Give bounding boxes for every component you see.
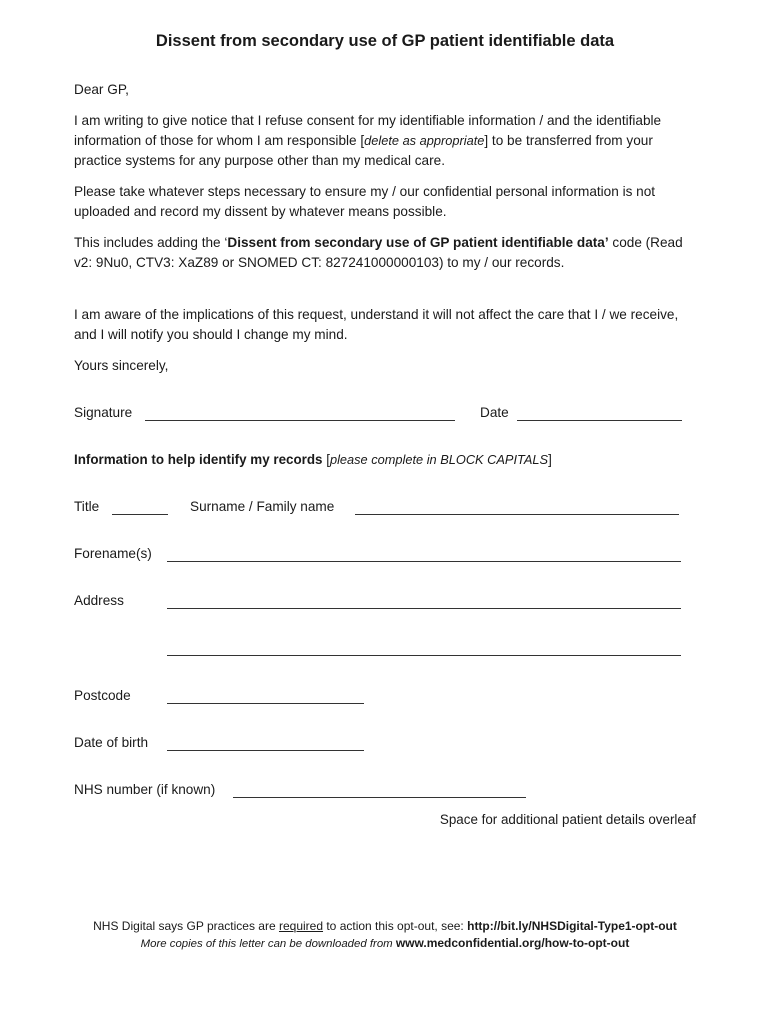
paragraph-steps: Please take whatever steps necessary to ensure my / our confidential personal information is not uploaded and record my dissent by whatever means possible. [74, 184, 656, 219]
para3-text-b: code (Read v2: 9Nu0, CTV3: XaZ89 or SNOMED CT: 827241000000103) to my / our records. [74, 235, 683, 270]
paragraph-awareness: I am aware of the implications of this request, understand it will not affect the care that I / we receive, and I will notify you should I change my mind. [74, 307, 679, 342]
info-heading [74, 450, 704, 470]
info-heading-italic: please complete in BLOCK CAPITALS [329, 452, 549, 467]
page-title: Dissent from secondary use of GP patient identifiable data [155, 32, 615, 50]
postcode-label: Postcode [74, 688, 131, 703]
overleaf-note: Space for additional patient details overleaf [439, 812, 696, 827]
postcode-field[interactable] [167, 703, 364, 704]
footer1-underlined: required [278, 919, 324, 933]
address-field-line-2[interactable] [167, 655, 681, 656]
info-heading-bold: Information to help identify my records [74, 452, 323, 467]
dob-label: Date of birth [74, 735, 149, 750]
paragraph-consent-refusal [74, 111, 704, 171]
footer1-text-b: to action this opt-out, see: [323, 919, 468, 933]
address-label: Address [74, 593, 124, 608]
forenames-label: Forename(s) [74, 546, 152, 561]
para1-text-a: I am writing to give notice that I refuse consent for my identifiable information / and the identifiable information of those for whom I am responsible [ [74, 113, 662, 148]
salutation: Dear GP, [74, 82, 129, 97]
signature-field[interactable] [145, 420, 455, 421]
footer2-italic: More copies of this letter can be downloaded from [140, 938, 396, 950]
signature-label: Signature [74, 405, 133, 420]
dob-field[interactable] [167, 750, 364, 751]
date-field[interactable] [517, 420, 682, 421]
footer1-link[interactable]: http://bit.ly/NHSDigital-Type1-opt-out [467, 919, 677, 933]
para3-bold: Dissent from secondary use of GP patient identifiable data’ [227, 235, 609, 250]
title-label: Title [74, 499, 100, 514]
footer-line-1 [0, 919, 770, 933]
date-label: Date [480, 405, 509, 420]
surname-label: Surname / Family name [190, 499, 335, 514]
closing: Yours sincerely, [74, 358, 169, 373]
forenames-field[interactable] [167, 561, 681, 562]
para1-italic: delete as appropriate [364, 133, 485, 148]
footer-line-2 [0, 936, 770, 950]
nhs-number-field[interactable] [233, 797, 526, 798]
info-heading-close: ] [548, 452, 552, 467]
para3-text-a: This includes adding the ‘ [74, 235, 228, 250]
nhs-number-label: NHS number (if known) [74, 782, 216, 797]
para1-text-b: ] to be transferred from your practice systems for any purpose other than my medical care. [74, 133, 653, 168]
address-field-line-1[interactable] [167, 608, 681, 609]
surname-field[interactable] [355, 514, 679, 515]
footer1-text-a: NHS Digital says GP practices are [93, 919, 279, 933]
title-field[interactable] [112, 514, 168, 515]
info-heading-open: [ [322, 452, 330, 467]
paragraph-code [74, 233, 704, 273]
footer2-link[interactable]: www.medconfidential.org/how-to-opt-out [395, 936, 630, 950]
